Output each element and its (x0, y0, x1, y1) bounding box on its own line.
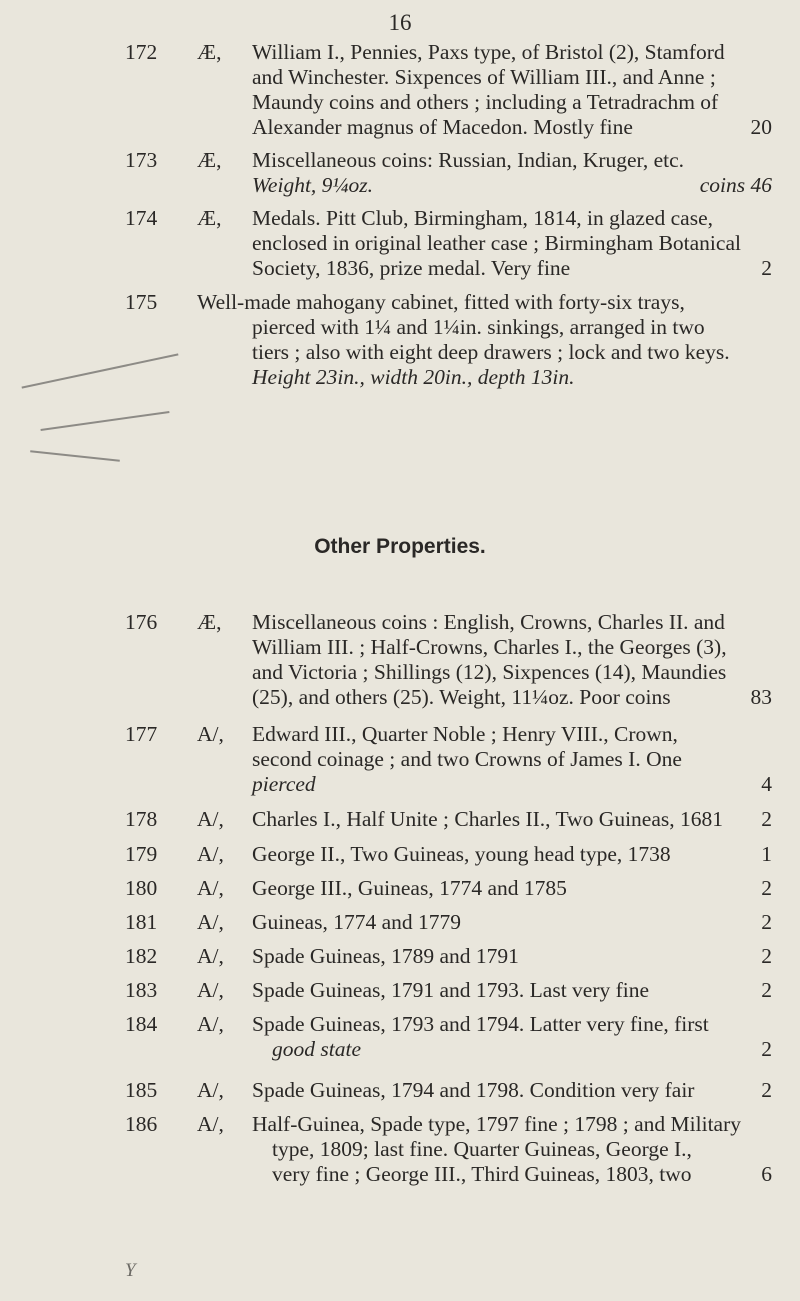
lot-line: type, 1809; last fine. Quarter Guineas, George I., (272, 1137, 692, 1161)
lot-line: Half-Guinea, Spade type, 1797 fine ; 1798 ; and Military (252, 1112, 742, 1136)
lot-line: (25), and others (25). Weight, 11¼oz. Poor coins (252, 685, 671, 709)
lot-line: William III. ; Half-Crowns, Charles I., the Georges (3), (252, 635, 727, 659)
lot-line: Well-made mahogany cabinet, fitted with forty-six trays, (197, 290, 685, 314)
lot-number: 174 (125, 206, 158, 230)
lot-estimate: coins 46 (699, 173, 772, 197)
lot-line: good state (272, 1037, 361, 1061)
lot-line: and Victoria ; Shillings (12), Sixpences (14), Maundies (252, 660, 727, 684)
lot-number: 173 (125, 148, 158, 172)
lot-metal: Æ, (197, 206, 222, 230)
lot-line: Medals. Pitt Club, Birmingham, 1814, in glazed case, (252, 206, 713, 230)
lot-description (252, 978, 772, 1003)
lot-number: 178 (125, 807, 158, 831)
lot-line: George III., Guineas, 1774 and 1785 (252, 876, 567, 900)
lot-line: Weight, 9¼oz. (252, 173, 374, 197)
lot-description (252, 876, 772, 901)
margin-pencil-mark (30, 450, 120, 461)
lot-estimate: 2 (761, 1078, 772, 1102)
lot-line: Spade Guineas, 1791 and 1793. Last very fine (252, 978, 650, 1002)
lot-metal: A/, (197, 978, 224, 1002)
lot-description (252, 1078, 772, 1103)
lot-estimate: 6 (761, 1162, 772, 1186)
lot-number: 184 (125, 1012, 158, 1036)
lot-line: Spade Guineas, 1793 and 1794. Latter very fine, first (252, 1012, 709, 1036)
lot-number: 185 (125, 1078, 158, 1102)
lot-estimate: 2 (761, 944, 772, 968)
lot-metal: Æ, (197, 148, 222, 172)
lot-line: Society, 1836, prize medal. Very fine (252, 256, 571, 280)
lot-number: 179 (125, 842, 158, 866)
lot-line: Charles I., Half Unite ; Charles II., Two Guineas, 1681 (252, 807, 723, 831)
lot-description (252, 148, 772, 198)
lot-estimate: 20 (750, 115, 772, 139)
lot-estimate: 2 (761, 256, 772, 280)
lot-line: and Winchester. Sixpences of William III., and Anne ; (252, 65, 716, 89)
lot-description (252, 722, 772, 797)
lot-estimate: 2 (761, 978, 772, 1002)
lot-metal: Æ, (197, 40, 222, 64)
lot-number: 186 (125, 1112, 158, 1136)
lot-number: 181 (125, 910, 158, 934)
lot-metal: A/, (197, 944, 224, 968)
lot-line: Maundy coins and others ; including a Tetradrachm of (252, 90, 719, 114)
lot-line: William I., Pennies, Paxs type, of Bristol (2), Stamford (252, 40, 725, 64)
lot-line: very fine ; George III., Third Guineas, 1803, two (272, 1162, 692, 1186)
margin-pencil-mark (22, 353, 179, 388)
lot-metal: A/, (197, 1112, 224, 1136)
lot-number: 172 (125, 40, 158, 64)
lot-line: Edward III., Quarter Noble ; Henry VIII., Crown, (252, 722, 678, 746)
lot-metal: A/, (197, 1078, 224, 1102)
lot-description (252, 1012, 772, 1062)
lot-estimate: 83 (750, 685, 772, 709)
lot-line: George II., Two Guineas, young head type, 1738 (252, 842, 671, 866)
lot-description (252, 807, 772, 832)
lot-description (252, 1112, 772, 1187)
lot-description (252, 206, 772, 281)
lot-number: 180 (125, 876, 158, 900)
lot-line: Height 23in., width 20in., depth 13in. (252, 365, 575, 389)
lot-line: Alexander magnus of Macedon. Mostly fine (252, 115, 633, 139)
lot-number: 175 (125, 290, 158, 314)
lot-metal: Æ, (197, 610, 222, 634)
lot-description (252, 40, 772, 140)
lot-number: 176 (125, 610, 158, 634)
margin-note: Y (125, 1260, 136, 1281)
lot-line: Spade Guineas, 1794 and 1798. Condition very fair (252, 1078, 695, 1102)
lot-description (252, 842, 772, 867)
lot-description (252, 910, 772, 935)
lot-estimate: 2 (761, 1037, 772, 1061)
lot-line: enclosed in original leather case ; Birmingham Botanical (252, 231, 741, 255)
lot-number: 183 (125, 978, 158, 1002)
lot-metal: A/, (197, 807, 224, 831)
lot-line: Spade Guineas, 1789 and 1791 (252, 944, 519, 968)
lot-description (252, 610, 772, 710)
lot-line: Miscellaneous coins : English, Crowns, Charles II. and (252, 610, 725, 634)
lot-estimate: 1 (761, 842, 772, 866)
lot-line: pierced (252, 772, 316, 796)
lot-description (252, 944, 772, 969)
lot-metal: A/, (197, 722, 224, 746)
lot-line: second coinage ; and two Crowns of James I. One (252, 747, 682, 771)
lot-line: tiers ; also with eight deep drawers ; lock and two keys. (252, 340, 730, 364)
lot-metal: A/, (197, 876, 224, 900)
lot-line: Miscellaneous coins: Russian, Indian, Kruger, etc. (252, 148, 685, 172)
lot-estimate: 2 (761, 910, 772, 934)
page-number: 16 (388, 10, 412, 35)
lot-number: 182 (125, 944, 158, 968)
margin-pencil-mark (40, 411, 169, 431)
lot-estimate: 2 (761, 807, 772, 831)
lot-line: pierced with 1¼ and 1¼in. sinkings, arranged in two (252, 315, 705, 339)
lot-metal: A/, (197, 1012, 224, 1036)
lot-number: 177 (125, 722, 158, 746)
lot-metal: A/, (197, 910, 224, 934)
lot-estimate: 2 (761, 876, 772, 900)
lot-metal: A/, (197, 842, 224, 866)
lot-description (197, 290, 772, 390)
section-heading: Other Properties. (314, 535, 486, 558)
lot-estimate: 4 (761, 772, 772, 796)
lot-line: Guineas, 1774 and 1779 (252, 910, 461, 934)
